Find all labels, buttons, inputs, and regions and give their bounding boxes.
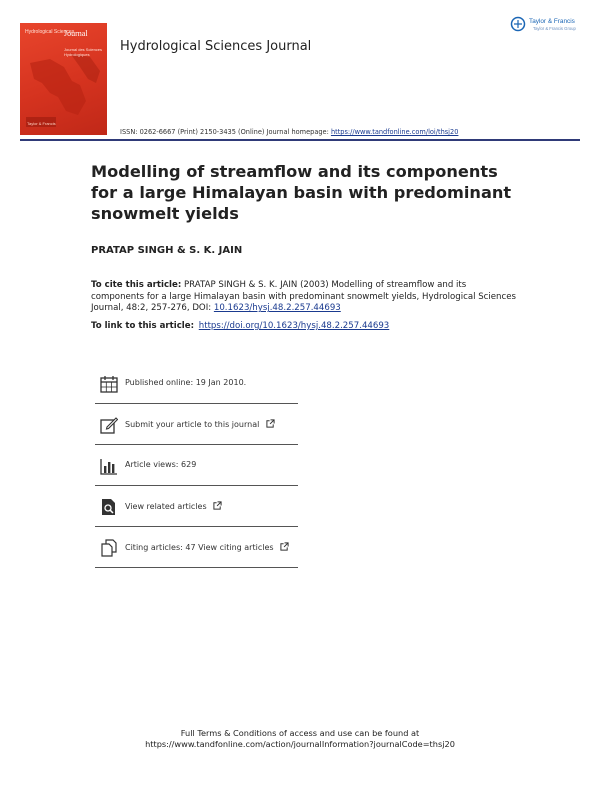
citing-articles-link[interactable] bbox=[125, 542, 289, 552]
copy-documents-icon bbox=[100, 539, 118, 557]
related-articles-link[interactable] bbox=[125, 501, 222, 511]
journal-name: Hydrological Sciences Journal bbox=[120, 39, 312, 54]
bar-chart-icon bbox=[100, 457, 118, 475]
citation-block bbox=[91, 280, 521, 315]
citing-articles-row[interactable] bbox=[95, 527, 298, 568]
cover-title-small: Hydrological Sciences bbox=[25, 29, 75, 35]
search-document-icon bbox=[100, 498, 118, 516]
article-link-line bbox=[91, 321, 389, 331]
external-link-icon bbox=[213, 501, 222, 510]
published-row bbox=[95, 363, 298, 404]
publisher-logo-brand: Taylor & Francis bbox=[529, 18, 575, 25]
submit-article-link[interactable] bbox=[125, 419, 275, 429]
calendar-icon bbox=[100, 375, 118, 393]
footer-terms-url[interactable]: https://www.tandfonline.com/action/journalInformation?journalCode=thsj20 bbox=[145, 739, 455, 749]
published-date: Published online: 19 Jan 2010. bbox=[125, 378, 247, 387]
article-views: Article views: 629 bbox=[125, 460, 197, 469]
journal-cover-image bbox=[20, 23, 107, 135]
cover-subtitle: Journal des Sciences Hydrologiques bbox=[64, 47, 103, 57]
article-authors: PRATAP SINGH & S. K. JAIN bbox=[91, 245, 243, 256]
article-doi-url[interactable]: https://doi.org/10.1623/hysj.48.2.257.44693 bbox=[198, 321, 390, 331]
related-articles-label: View related articles bbox=[125, 502, 207, 511]
cite-text: PRATAP SINGH & S. K. JAIN (2003) Modelling of streamflow and its components for a large Himalayan basin with predominant snowmelt yields, Hydrological Sciences Journal, 48:2, 257-276, DOI: bbox=[91, 280, 516, 314]
cite-label: To cite this article: bbox=[91, 280, 182, 290]
doi-link[interactable]: 10.1623/hysj.48.2.257.44693 bbox=[213, 303, 341, 314]
publisher-logo[interactable] bbox=[510, 15, 585, 35]
cover-publisher: Taylor & Francis bbox=[27, 121, 56, 126]
submit-article-label: Submit your article to this journal bbox=[125, 420, 260, 429]
journal-homepage-link[interactable]: https://www.tandfonline.com/loi/thsj20 bbox=[330, 128, 459, 136]
cover-map-graphic bbox=[20, 23, 107, 135]
article-views-row bbox=[95, 445, 298, 486]
external-link-icon bbox=[266, 419, 275, 428]
issn-line bbox=[120, 128, 458, 136]
header-divider bbox=[20, 139, 580, 141]
footer-terms: Full Terms & Conditions of access and use can be found at bbox=[180, 728, 420, 738]
link-label: To link to this article: bbox=[91, 321, 195, 331]
cover-title-large: Journal bbox=[64, 29, 88, 38]
edit-icon bbox=[100, 416, 118, 434]
related-articles-row[interactable] bbox=[95, 486, 298, 527]
submit-article-row[interactable] bbox=[95, 404, 298, 445]
external-link-icon bbox=[280, 542, 289, 551]
tf-logo-icon bbox=[510, 16, 526, 32]
citing-articles-label: Citing articles: 47 View citing articles bbox=[125, 543, 274, 552]
publisher-logo-sub: Taylor & Francis Group bbox=[533, 26, 576, 31]
issn-text: ISSN: 0262-6667 (Print) 2150-3435 (Online) Journal homepage: bbox=[120, 128, 331, 136]
article-title: Modelling of streamflow and its components for a large Himalayan basin with predominant snowmelt yields bbox=[91, 162, 512, 223]
